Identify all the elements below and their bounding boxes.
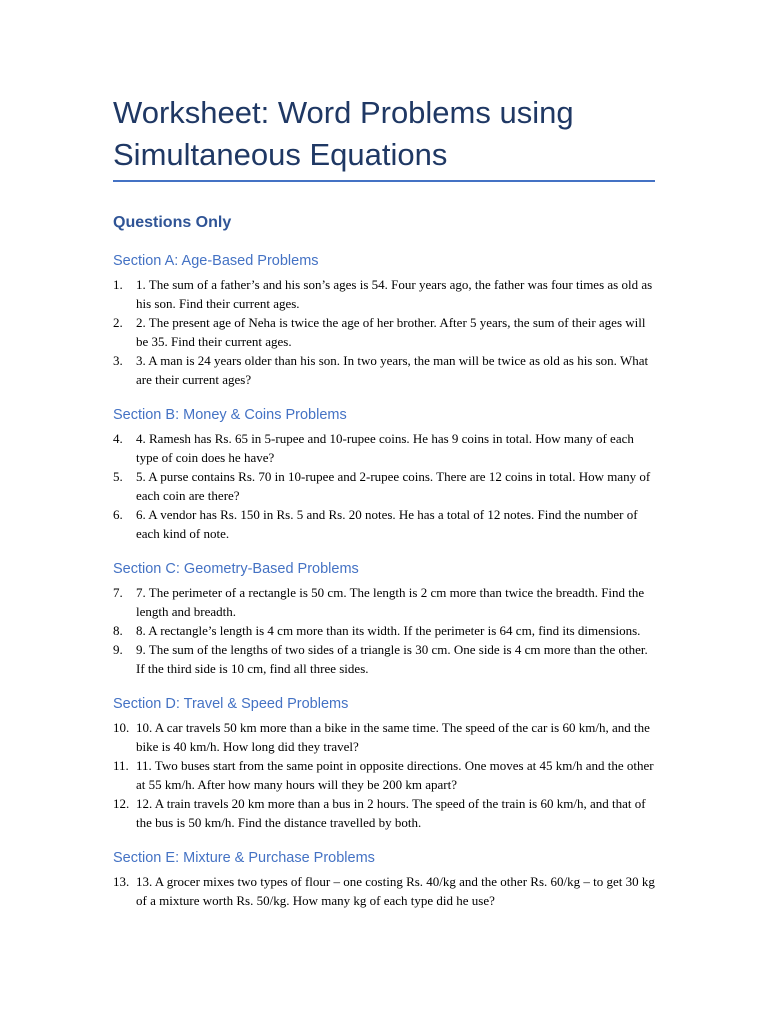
question-text: 3. A man is 24 years older than his son. In two years, the man will be twice as old as his son. What are their current ages? — [136, 353, 649, 387]
question-item — [113, 756, 655, 794]
question-number: 8. — [113, 623, 123, 638]
section-heading: Section E: Mixture & Purchase Problems — [113, 850, 375, 866]
question-text: 2. The present age of Neha is twice the age of her brother. After 5 years, the sum of their ages will be 35. Find their current ages. — [136, 315, 646, 349]
question-number: 5. — [113, 469, 123, 484]
section — [113, 694, 655, 832]
section — [113, 559, 655, 678]
question-list — [113, 275, 655, 389]
question-text: 9. The sum of the lengths of two sides of a triangle is 30 cm. One side is 4 cm more than the other. If the third side is 10 cm, find all three sides. — [136, 642, 648, 676]
question-list — [113, 872, 655, 910]
sections-container — [113, 251, 655, 910]
question-text: 11. Two buses start from the same point in opposite directions. One moves at 45 km/h and the other at 55 km/h. After how many hours will they be 200 km apart? — [136, 758, 654, 792]
question-text: 7. The perimeter of a rectangle is 50 cm. The length is 2 cm more than twice the breadth. Find the length and breadth. — [136, 585, 645, 619]
question-number: 3. — [113, 353, 123, 368]
question-text: 13. A grocer mixes two types of flour – one costing Rs. 40/kg and the other Rs. 60/kg – to get 30 kg of a mixture worth Rs. 50/kg. How many kg of each type did he use? — [136, 874, 655, 908]
question-list — [113, 429, 655, 543]
question-item — [113, 351, 655, 389]
question-number: 11. — [113, 758, 129, 773]
question-text: 10. A car travels 50 km more than a bike in the same time. The speed of the car is 60 km/h, and the bike is 40 km/h. How long did they travel? — [136, 720, 650, 754]
question-text: 6. A vendor has Rs. 150 in Rs. 5 and Rs. 20 notes. He has a total of 12 notes. Find the number of each kind of note. — [136, 507, 638, 541]
question-item — [113, 794, 655, 832]
document-title-line-2: Simultaneous Equations — [113, 137, 448, 172]
question-list — [113, 583, 655, 678]
question-list — [113, 718, 655, 832]
question-item — [113, 640, 655, 678]
question-item — [113, 505, 655, 543]
question-text: 8. A rectangle’s length is 4 cm more than its width. If the perimeter is 64 cm, find its dimensions. — [136, 623, 641, 638]
question-number: 9. — [113, 642, 123, 657]
document-title — [113, 92, 655, 180]
question-number: 12. — [113, 796, 130, 811]
title-divider — [113, 180, 655, 182]
question-number: 6. — [113, 507, 123, 522]
question-text: 1. The sum of a father’s and his son’s ages is 54. Four years ago, the father was four times as old as his son. Find their current ages. — [136, 277, 653, 311]
section — [113, 251, 655, 389]
question-item — [113, 872, 655, 910]
question-item — [113, 275, 655, 313]
question-number: 7. — [113, 585, 123, 600]
section — [113, 405, 655, 543]
question-item — [113, 583, 655, 621]
question-text: 4. Ramesh has Rs. 65 in 5-rupee and 10-rupee coins. He has 9 coins in total. How many of each type of coin does he have? — [136, 431, 634, 465]
question-item — [113, 467, 655, 505]
question-text: 12. A train travels 20 km more than a bus in 2 hours. The speed of the train is 60 km/h, and that of the bus is 50 km/h. Find the distance travelled by both. — [136, 796, 646, 830]
question-number: 2. — [113, 315, 123, 330]
questions-heading: Questions Only — [113, 214, 232, 231]
question-item — [113, 429, 655, 467]
question-number: 4. — [113, 431, 123, 446]
section — [113, 848, 655, 910]
question-item — [113, 621, 655, 640]
section-heading: Section C: Geometry-Based Problems — [113, 561, 359, 577]
section-heading: Section D: Travel & Speed Problems — [113, 696, 349, 712]
question-number: 1. — [113, 277, 123, 292]
section-heading: Section A: Age-Based Problems — [113, 253, 319, 269]
document-page — [113, 92, 655, 926]
question-text: 5. A purse contains Rs. 70 in 10-rupee and 2-rupee coins. There are 12 coins in total. How many of each coin are there? — [136, 469, 651, 503]
document-title-line-1: Worksheet: Word Problems using — [113, 95, 574, 130]
question-number: 10. — [113, 720, 130, 735]
question-item — [113, 718, 655, 756]
section-heading: Section B: Money & Coins Problems — [113, 407, 347, 423]
question-number: 13. — [113, 874, 130, 889]
question-item — [113, 313, 655, 351]
